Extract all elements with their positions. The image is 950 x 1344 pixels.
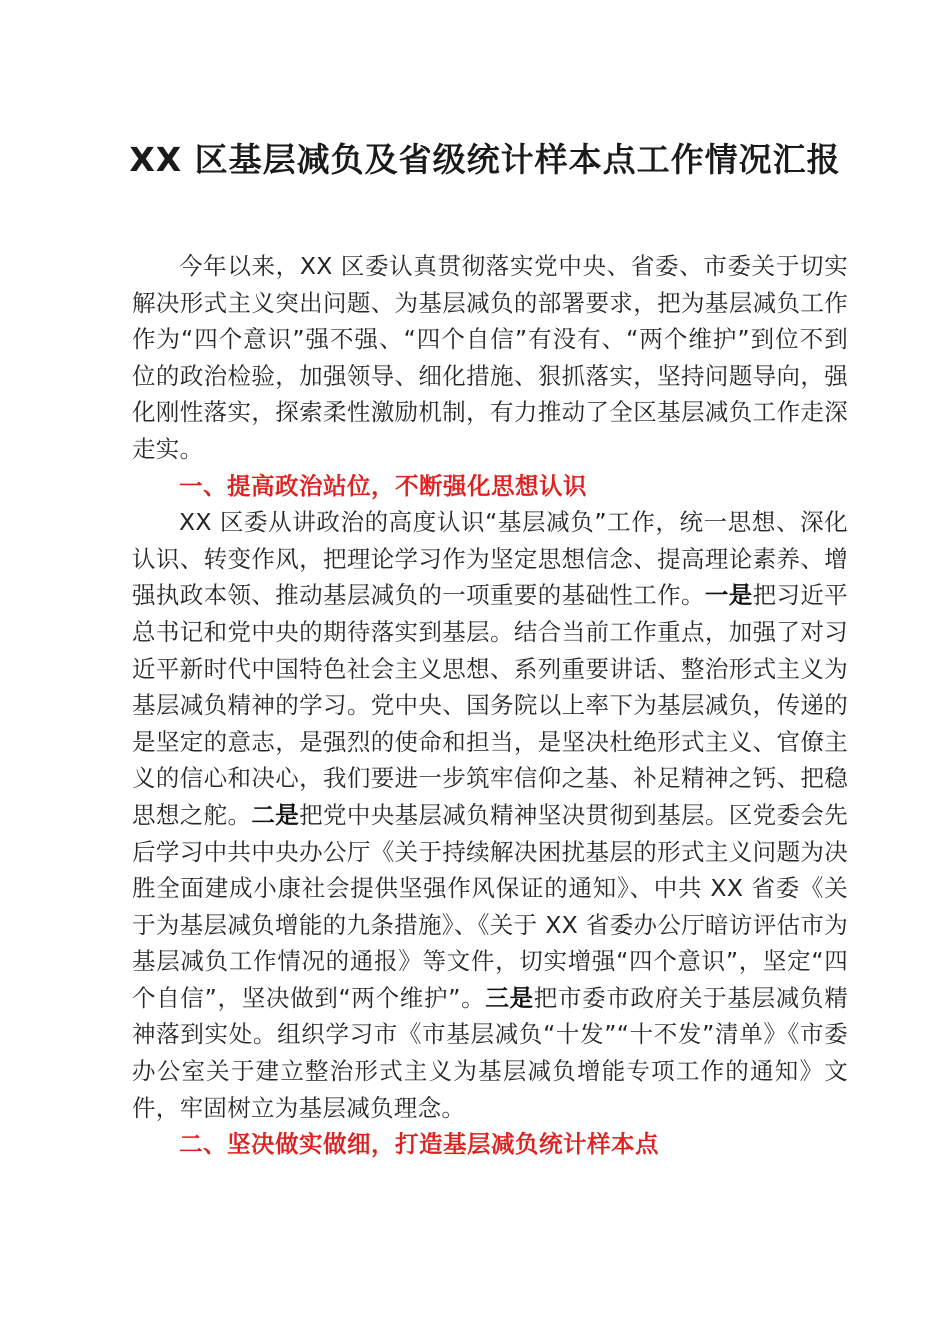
section-1-heading: 一、提高政治站位，不断强化思想认识 xyxy=(179,471,587,500)
document-title: XX 区基层减负及省级统计样本点工作情况汇报 xyxy=(129,140,841,179)
point-2-lead: 二是 xyxy=(251,800,300,829)
point-1-lead: 一是 xyxy=(704,581,753,610)
point-1-text: 把习近平总书记和党中央的期待落实到基层。结合当前工作重点，加强了对习近平新时代中国特色社会主义思想、系列重要讲话、整治形式主义为基层减负精神的学习。党中央、国务院以上率下为基层减负，传递的是坚定的意志，是强烈的使命和担当，是坚决杜绝形式主义、官僚主义的信心和决心，我们要进一步筑牢信仰之基、补足精神之钙、把稳思想之舵。 xyxy=(132,581,848,829)
document-body xyxy=(132,248,848,1163)
section-2-heading: 二、坚决做实做细，打造基层减负统计样本点 xyxy=(179,1130,659,1159)
section-1-opening-text: XX 区委从讲政治的高度认识“基层减负”工作，统一思想、深化认识、转变作风，把理论学习作为坚定思想信念、提高理论素养、增强执政本领、推动基层减负的一项重要的基础性工作。 xyxy=(132,508,848,610)
intro-paragraph: 今年以来，XX 区委认真贯彻落实党中央、省委、市委关于切实解决形式主义突出问题、为基层减负的部署要求，把为基层减负工作作为“四个意识”强不强、“四个自信”有没有、“两个维护”到位不到位的政治检验，加强领导、细化措施、狠抓落实，坚持问题导向，强化刚性落实，探索柔性激励机制，有力推动了全区基层减负工作走深走实。 xyxy=(132,252,848,463)
point-2-text: 把党中央基层减负精神坚决贯彻到基层。区党委会先后学习中共中央办公厅《关于持续解决困扰基层的形式主义问题为决胜全面建成小康社会提供坚强作风保证的通知》、中共 XX 省委《关于为基层减负增能的九条措施》、《关于 XX 省委办公厅暗访评估市为基层减负工作情况的通报》等文件，切实增强“四个意识”，坚定“四个自信”，坚决做到“两个维护”。 xyxy=(132,800,848,1012)
section-1-paragraph xyxy=(132,504,848,1126)
point-3-text: 把市委市政府关于基层减负精神落到实处。组织学习市《市基层减负“十发”“十不发”清单》《市委办公室关于建立整治形式主义为基层减负增能专项工作的通知》文件，牢固树立为基层减负理念。 xyxy=(132,983,848,1122)
point-3-lead: 三是 xyxy=(485,983,534,1012)
